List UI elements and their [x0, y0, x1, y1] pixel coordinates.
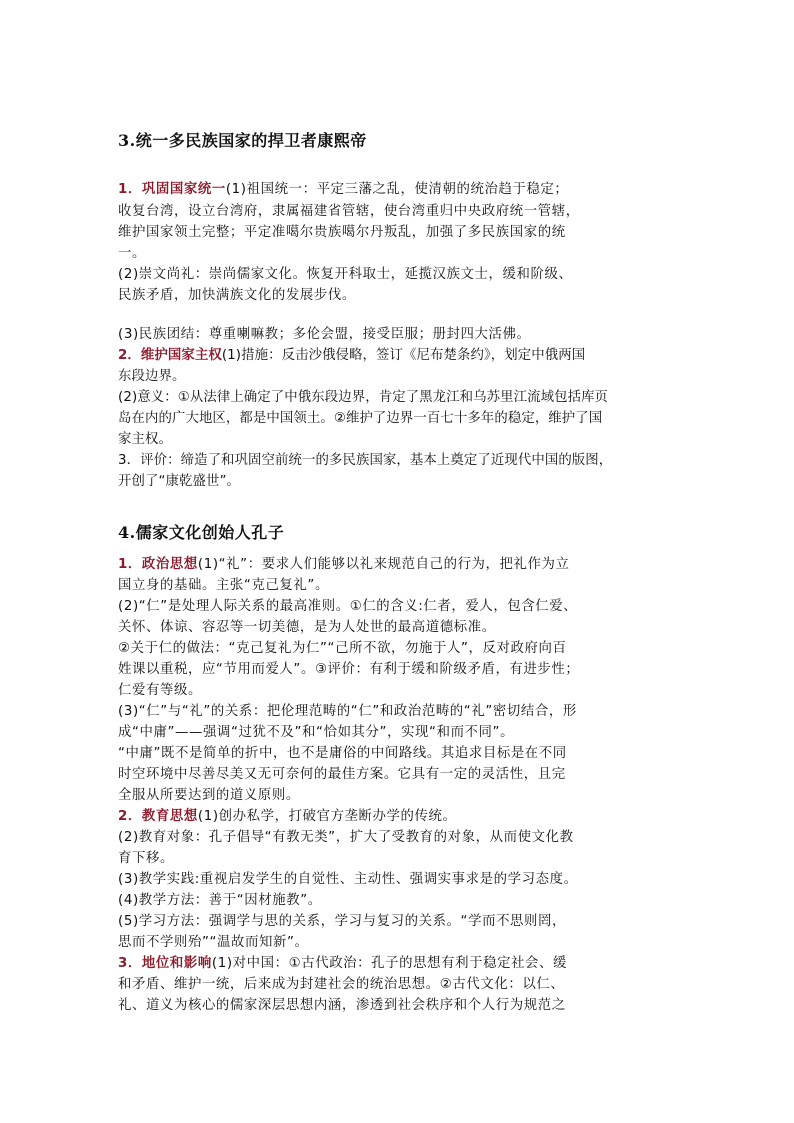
text-line: 育下移。: [118, 851, 174, 866]
text-line: 姓课以重税，应“节用而爱人”。③评价：有利于缓和阶级矛盾，有进步性；: [118, 662, 580, 677]
section-3-heading: 3.统一多民族国家的捍卫者康熙帝: [118, 131, 367, 150]
text-line: 时空环境中尽善尽美又无可奈何的最佳方案。它具有一定的灵活性，且完: [118, 767, 566, 782]
section-4-point-1-label: 1．政治思想: [118, 557, 198, 572]
text-line: 东段边界。: [118, 369, 186, 384]
text-line: ②关于仁的做法：“克己复礼为仁”“己所不欲，勿施于人”，反对政府向百: [118, 641, 567, 656]
section-4-point-3-label: 3．地位和影响: [118, 956, 212, 971]
text-line: (3)民族团结：尊重喇嘛教；多伦会盟，接受臣服；册封四大活佛。: [118, 327, 531, 342]
section-4-heading: 4.儒家文化创始人孔子: [118, 523, 285, 542]
text-line: (2)崇文尚礼：崇尚儒家文化。恢复开科取士，延揽汉族文士，缓和阶级、: [118, 267, 573, 282]
text-line: 开创了“康乾盛世”。: [118, 474, 240, 489]
text-line: 礼、道义为核心的儒家深层思想内涵，渗透到社会秩序和个人行为规范之: [118, 998, 566, 1013]
section-4-para-3-line-1: 3．地位和影响(1)对中国：①古代政治：孔子的思想有利于稳定社会、缓: [118, 956, 568, 971]
text-line: (2)教育对象：孔子倡导“有教无类”，扩大了受教育的对象，从而使文化教: [118, 830, 574, 845]
section-4-point-2-label: 2．教育思想: [118, 809, 198, 824]
text-line: 一。: [118, 246, 146, 261]
text-line: “中庸”既不是简单的折中，也不是庸俗的中间路线。其追求目标是在不同: [118, 746, 567, 761]
section-3-para-1-line-1: 1．巩固国家统一(1)祖国统一：平定三藩之乱，使清朝的统治趋于稳定；: [118, 182, 569, 197]
section-4-para-1-line-1: 1．政治思想(1)“礼”：要求人们能够以礼来规范自己的行为，把礼作为立: [118, 557, 570, 572]
section-3-para-2-line-1: 2．维护国家主权(1)措施：反击沙俄侵略，签订《尼布楚条约》，划定中俄两国: [118, 348, 586, 363]
text-line: 关怀、体谅、容忍等一切美德，是为人处世的最高道德标准。: [118, 620, 496, 635]
text-line: 成“中庸”——强调“过犹不及”和“恰如其分”，实现“和而不同”。: [118, 725, 515, 740]
text-line: 国立身的基础。主张“克己复礼”。: [118, 578, 329, 593]
text-line: 收复台湾，设立台湾府，隶属福建省管辖，使台湾重归中央政府统一管辖，: [118, 204, 580, 219]
text-line: 岛在内的广大地区，都是中国领土。②维护了边界一百七十多年的稳定，维护了国: [118, 411, 603, 426]
text-line: 思而不学则殆”“温故而知新”。: [118, 935, 309, 950]
text-line: 维护国家领土完整；平定准噶尔贵族噶尔丹叛乱，加强了多民族国家的统: [118, 225, 566, 240]
text-line: 民族矛盾，加快满族文化的发展步伐。: [118, 288, 356, 303]
text-line: (5)学习方法：强调学与思的关系，学习与复习的关系。“学而不思则罔，: [118, 914, 567, 929]
text-line: 家主权。: [118, 432, 172, 447]
text-line: 3．评价：缔造了和巩固空前统一的多民族国家，基本上奠定了近现代中国的版图，: [118, 453, 613, 468]
text-line: (4)教学方法：善于“因材施教”。: [118, 893, 322, 908]
text-line: 全服从所要达到的道义原则。: [118, 788, 300, 803]
section-3-point-1-label: 1．巩固国家统一: [118, 182, 226, 197]
text-line: (2)“仁”是处理人际关系的最高准则。①仁的含义:仁者，爱人，包含仁爱、: [118, 599, 578, 614]
text-line: (2)意义：①从法律上确定了中俄东段边界，肯定了黑龙江和乌苏里江流域包括库页: [118, 390, 609, 405]
section-4-para-2-line-1: 2．教育思想(1)创办私学，打破官方垄断办学的传统。: [118, 809, 457, 824]
text-line: 仁爱有等级。: [118, 683, 202, 698]
section-3-point-2-label: 2．维护国家主权: [118, 348, 222, 363]
text-line: (3)教学实践:重视启发学生的自觉性、主动性、强调实事求是的学习态度。: [118, 872, 578, 887]
text-line: 和矛盾、维护一统，后来成为封建社会的统治思想。②古代文化：以仁、: [118, 977, 565, 992]
text-line: (3)“仁”与“礼”的关系：把伦理范畴的“仁”和政治范畴的“礼”密切结合，形: [118, 704, 577, 719]
